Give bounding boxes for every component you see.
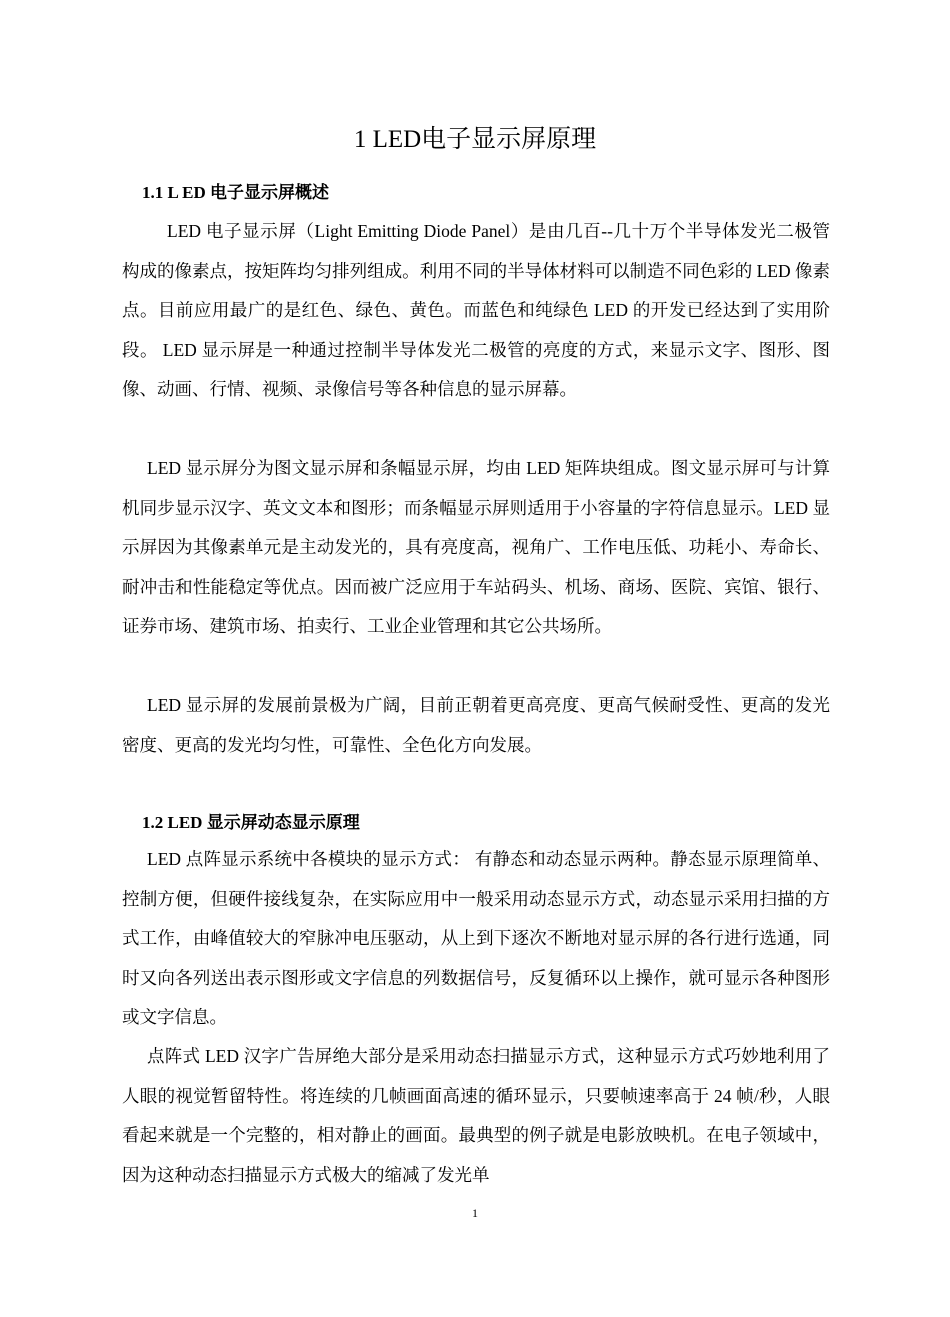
paragraph-1-2-1: LED 点阵显示系统中各模块的显示方式： 有静态和动态显示两种。静态显示原理简单、控制方便，但硬件接线复杂，在实际应用中一般采用动态显示方式，动态显示采用扫描的方式工作，由峰值较大的窄脉冲电压驱动，从上到下逐次不断地对显示屏的各行进行选通，同时又向各列送出表示图形或文字信息的列数据信号，反复循环以上操作，就可显示各种图形或文字信息。 [122,849,830,1027]
paragraph-1-1-3: LED 显示屏的发展前景极为广阔，目前正朝着更高亮度、更高气候耐受性、更高的发光密度、更高的发光均匀性，可靠性、全色化方向发展。 [122,695,830,755]
page-number: 1 [472,1206,478,1220]
paragraph-1-2-2: 点阵式 LED 汉字广告屏绝大部分是采用动态扫描显示方式，这种显示方式巧妙地利用了人眼的视觉暂留特性。将连续的几帧画面高速的循环显示，只要帧速率高于 24 帧/秒，人眼看起来就是一个完整的，相对静止的画面。最典型的例子就是电影放映机。在电子领域中，因为这种动态扫描显示方式极大的缩减了发光单 [122,1046,830,1185]
section-heading-1-2: 1.2 LED 显示屏动态显示原理 [142,813,360,832]
section-heading-1-1: 1.1 L ED 电子显示屏概述 [142,183,330,202]
chapter-title: 1 LED电子显示屏原理 [353,126,597,153]
paragraph-1-1-2: LED 显示屏分为图文显示屏和条幅显示屏，均由 LED 矩阵块组成。图文显示屏可与计算机同步显示汉字、英文文本和图形；而条幅显示屏则适用于小容量的字符信息显示。LED 显示屏因为其像素单元是主动发光的，具有亮度高，视角广、工作电压低、功耗小、寿命长、耐冲击和性能稳定等优点。因而被广泛应用于车站码头、机场、商场、医院、宾馆、银行、证券市场、建筑市场、拍卖行、工业企业管理和其它公共场所。 [122,458,830,636]
paragraph-1-1-1: LED 电子显示屏（Light Emitting Diode Panel）是由几百--几十万个半导体发光二极管构成的像素点，按矩阵均匀排列组成。利用不同的半导体材料可以制造不同色彩的 LED 像素点。目前应用最广的是红色、绿色、黄色。而蓝色和纯绿色 LED 的开发已经达到了实用阶段。 LED 显示屏是一种通过控制半导体发光二极管的亮度的方式，来显示文字、图形、图像、动画、行情、视频、录像信号等各种信息的显示屏幕。 [122,221,830,399]
